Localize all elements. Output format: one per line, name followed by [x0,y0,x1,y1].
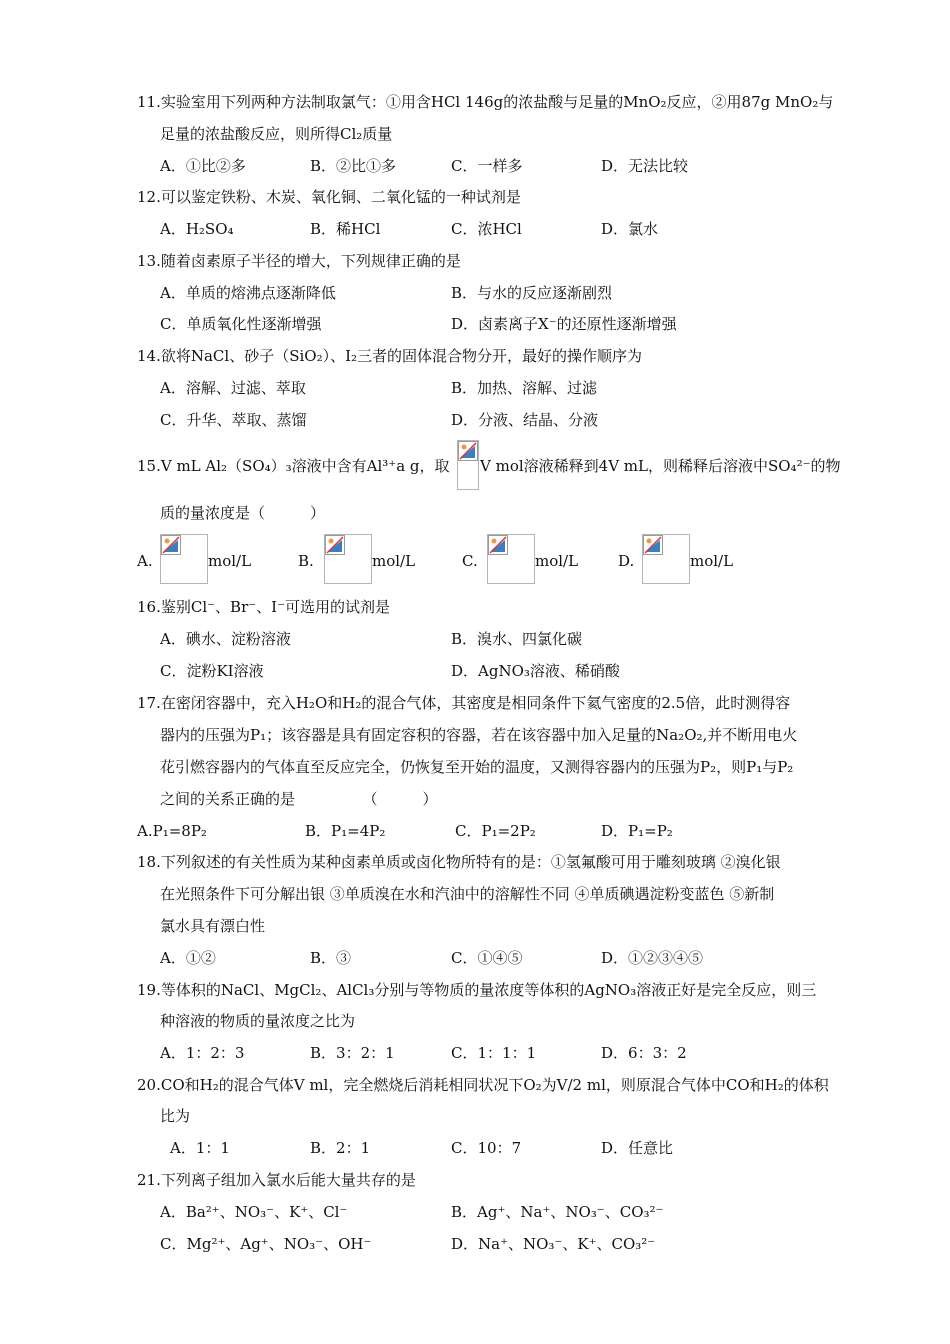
question-17-stem-line-2: 器内的压强为P₁；该容器是具有固定容积的容器，若在该容器中加入足量的Na₂O₂,并不断用电火 [160,726,798,744]
question-18-option-d: D．①②③④⑤ [601,949,704,967]
question-11-stem-line-2: 足量的浓盐酸反应，则所得Cl₂质量 [160,125,393,143]
option-c-image-placeholder [487,534,535,584]
question-13-option-d: D．卤素离子X⁻的还原性逐渐增强 [451,315,677,333]
question-15-option-d-unit: mol/L [690,552,734,570]
question-15-stem-line-1a: 15.V mL Al₂（SO₄）₃溶液中含有Al³⁺a g，取 [137,457,450,475]
question-17-option-a: A.P₁=8P₂ [137,822,207,840]
question-18-option-a: A．①② [160,949,216,967]
question-15-option-b-label: B. [298,552,314,570]
broken-image-icon [161,535,181,555]
question-13-stem: 13.随着卤素原子半径的增大，下列规律正确的是 [137,252,461,270]
question-16-option-c: C．淀粉KI溶液 [160,662,264,680]
question-15-option-a-label: A. [137,552,153,570]
question-18-stem-line-1: 18.下列叙述的有关性质为某种卤素单质或卤化物所特有的是：①氢氟酸可用于雕刻玻璃 ②溴化银 [137,853,781,871]
option-d-image-placeholder [642,534,690,584]
question-16-option-d: D．AgNO₃溶液、稀硝酸 [451,662,620,680]
question-18-stem-line-3: 氯水具有漂白性 [160,917,266,935]
question-20-stem-line-2: 比为 [160,1107,191,1125]
question-14-option-b: B．加热、溶解、过滤 [451,379,598,397]
question-15-stem-line-1b: V mol溶液稀释到4V mL，则稀释后溶液中SO₄²⁻的物 [480,457,841,475]
question-15-option-c-label: C. [462,552,478,570]
question-17-option-b: B．P₁=4P₂ [305,822,386,840]
question-20-option-a: A．1：1 [170,1139,230,1157]
question-20-option-d: D．任意比 [601,1139,674,1157]
question-15-option-c-unit: mol/L [535,552,579,570]
broken-image-icon [643,535,663,555]
question-16-stem: 16.鉴别Cl⁻、Br⁻、I⁻可选用的试剂是 [137,598,391,616]
question-15-option-d-label: D. [618,552,635,570]
option-a-image-placeholder [160,534,208,584]
question-14-option-d: D．分液、结晶、分液 [451,411,599,429]
question-12-stem: 12.可以鉴定铁粉、木炭、氧化铜、二氧化锰的一种试剂是 [137,188,521,206]
question-19-stem-line-2: 种溶液的物质的量浓度之比为 [160,1012,356,1030]
question-11-option-d: D．无法比较 [601,157,689,175]
fraction-image-placeholder [457,440,479,490]
question-12-option-c: C．浓HCl [451,220,522,238]
question-12-option-b: B．稀HCl [310,220,381,238]
question-19-option-b: B．3：2：1 [310,1044,395,1062]
question-15-option-a-unit: mol/L [208,552,252,570]
question-17-option-d: D．P₁=P₂ [601,822,673,840]
question-20-option-c: C．10：7 [451,1139,522,1157]
question-15-option-b-unit: mol/L [372,552,416,570]
question-20-option-b: B．2：1 [310,1139,371,1157]
question-21-stem: 21.下列离子组加入氯水后能大量共存的是 [137,1171,416,1189]
question-21-option-d: D．Na⁺、NO₃⁻、K⁺、CO₃²⁻ [451,1235,656,1253]
question-18-option-b: B．③ [310,949,352,967]
question-12-option-a: A．H₂SO₄ [160,220,234,238]
question-11-stem-line-1: 11.实验室用下列两种方法制取氯气：①用含HCl 146g的浓盐酸与足量的MnO₂反应，②用87g MnO₂与 [137,93,834,111]
question-13-option-a: A．单质的熔沸点逐渐降低 [160,284,336,302]
broken-image-icon [458,441,478,461]
question-21-option-b: B．Ag⁺、Na⁺、NO₃⁻、CO₃²⁻ [451,1203,664,1221]
question-11-option-a: A．①比②多 [160,157,246,175]
question-18-option-c: C．①④⑤ [451,949,523,967]
question-19-option-d: D．6：3：2 [601,1044,687,1062]
question-19-option-a: A．1：2：3 [160,1044,245,1062]
question-17-stem-line-1: 17.在密闭容器中，充入H₂O和H₂的混合气体，其密度是相同条件下氦气密度的2.5倍，此时测得容 [137,694,791,712]
question-16-option-b: B．溴水、四氯化碳 [451,630,583,648]
question-11-option-c: C．一样多 [451,157,523,175]
question-14-stem: 14.欲将NaCl、砂子（SiO₂）、I₂三者的固体混合物分开，最好的操作顺序为 [137,347,643,365]
question-17-option-c: C．P₁=2P₂ [455,822,536,840]
question-17-stem-line-4: 之间的关系正确的是 （ ） [160,790,438,808]
question-19-stem-line-1: 19.等体积的NaCl、MgCl₂、AlCl₃分别与等物质的量浓度等体积的AgNO₃溶液正好是完全反应，则三 [137,981,817,999]
question-15-stem-line-2: 质的量浓度是（ ） [160,504,326,522]
question-21-option-a: A．Ba²⁺、NO₃⁻、K⁺、Cl⁻ [160,1203,348,1221]
question-18-stem-line-2: 在光照条件下可分解出银 ③单质溴在水和汽油中的溶解性不同 ④单质碘遇淀粉变蓝色 ⑤新制 [160,885,775,903]
broken-image-icon [488,535,508,555]
question-14-option-a: A．溶解、过滤、萃取 [160,379,306,397]
question-11-option-b: B．②比①多 [310,157,397,175]
question-13-option-b: B．与水的反应逐渐剧烈 [451,284,613,302]
broken-image-icon [325,535,345,555]
question-20-stem-line-1: 20.CO和H₂的混合气体V ml，完全燃烧后消耗相同状况下O₂为V/2 ml，则原混合气体中CO和H₂的体积 [137,1076,829,1094]
question-21-option-c: C．Mg²⁺、Ag⁺、NO₃⁻、OH⁻ [160,1235,372,1253]
option-b-image-placeholder [324,534,372,584]
question-16-option-a: A．碘水、淀粉溶液 [160,630,291,648]
question-12-option-d: D．氯水 [601,220,659,238]
question-13-option-c: C．单质氧化性逐渐增强 [160,315,322,333]
question-17-stem-line-3: 花引燃容器内的气体直至反应完全，仍恢复至开始的温度，又测得容器内的压强为P₂，则P₁与P₂ [160,758,794,776]
question-19-option-c: C．1：1：1 [451,1044,537,1062]
question-14-option-c: C．升华、萃取、蒸馏 [160,411,307,429]
